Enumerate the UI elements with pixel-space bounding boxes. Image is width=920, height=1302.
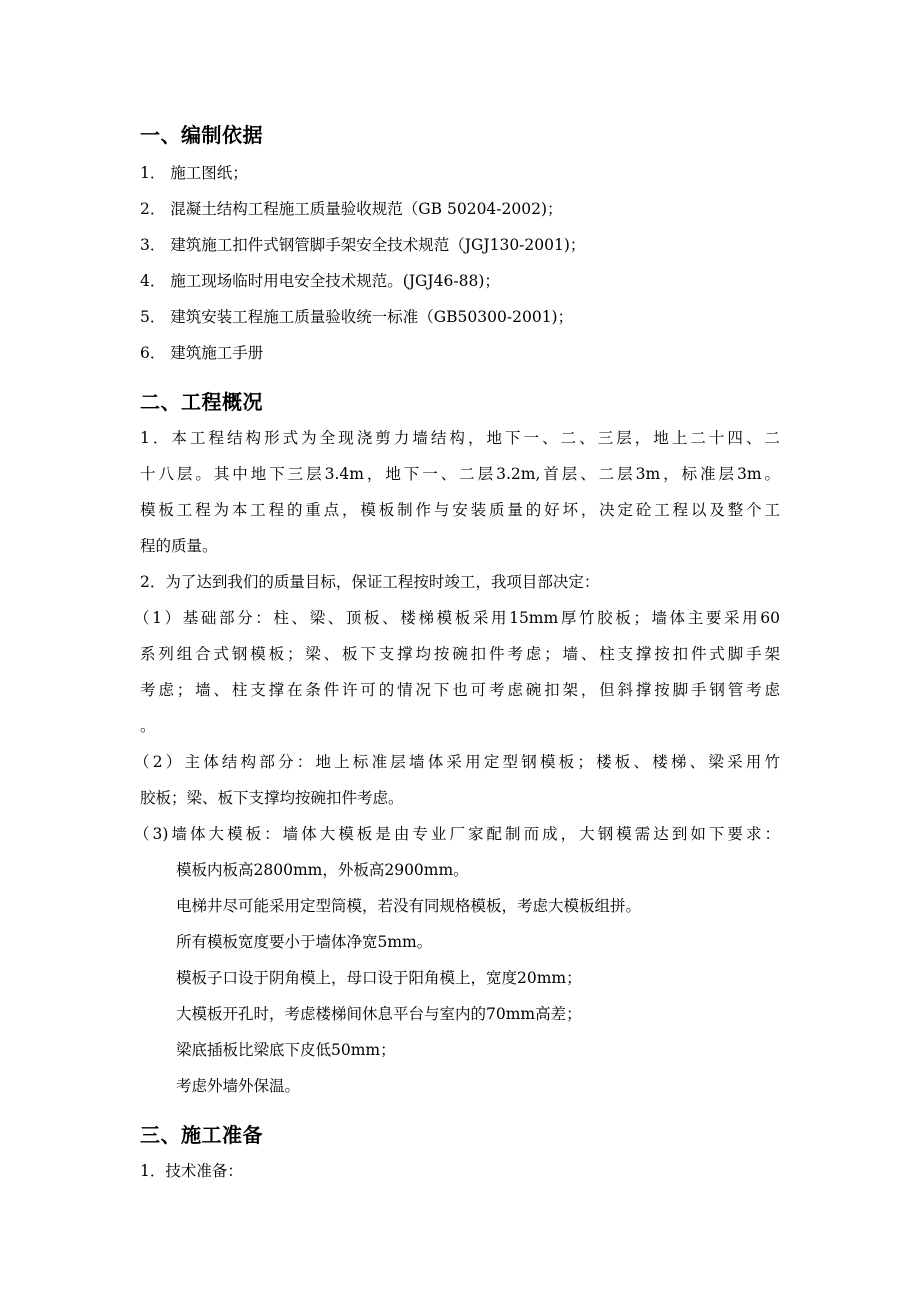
section-heading-overview: 二、工程概况 <box>140 390 263 414</box>
overview-para1-line1: 1．本工程结构形式为全现浇剪力墙结构，地下一、二、三层，地上二十四、二 <box>140 429 780 447</box>
overview-para2: 2．为了达到我们的质量目标，保证工程按时竣工，我项目部决定： <box>140 573 600 591</box>
section-heading-basis: 一、编制依据 <box>140 123 263 147</box>
basis-item-4: 4． 施工现场临时用电安全技术规范。(JGJ46-88)； <box>140 272 500 290</box>
basis-item-1: 1． 施工图纸； <box>140 164 248 182</box>
requirement-4: 模板子口设于阴角模上，母口设于阳角模上，宽度20mm； <box>176 969 582 987</box>
requirement-3: 所有模板宽度要小于墙体净宽5mm。 <box>176 933 433 951</box>
sub2-line2: 胶板；梁、板下支撑均按碗扣件考虑。 <box>140 789 404 807</box>
requirement-6: 梁底插板比梁底下皮低50mm； <box>176 1041 396 1059</box>
basis-item-5: 5． 建筑安装工程施工质量验收统一标准（GB50300-2001)； <box>140 308 574 326</box>
basis-item-3: 3． 建筑施工扣件式钢管脚手架安全技术规范（JGJ130-2001)； <box>140 236 586 254</box>
overview-para1-line3: 模板工程为本工程的重点，模板制作与安装质量的好坏，决定砼工程以及整个工 <box>140 501 780 519</box>
sub1-line3: 考虑；墙、柱支撑在条件许可的情况下也可考虑碗扣架，但斜撑按脚手钢管考虑 <box>140 681 780 699</box>
sub3-intro: （3)墙体大模板：墙体大模板是由专业厂家配制而成，大钢模需达到如下要求： <box>134 825 780 843</box>
sub2-line1: （2）主体结构部分：地上标准层墙体采用定型钢模板；楼板、楼梯、梁采用竹 <box>134 753 780 771</box>
requirement-7: 考虑外墙外保温。 <box>176 1077 301 1095</box>
sub1-line1: （1）基础部分：柱、梁、顶板、楼梯模板采用15mm厚竹胶板；墙体主要采用60 <box>134 609 780 627</box>
requirement-2: 电梯井尽可能采用定型筒模，若没有同规格模板，考虑大模板组拼。 <box>176 897 642 915</box>
sub1-line4: 。 <box>140 717 156 735</box>
sub1-line2: 系列组合式钢模板；梁、板下支撑均按碗扣件考虑；墙、柱支撑按扣件式脚手架 <box>140 645 780 663</box>
section-heading-preparation: 三、施工准备 <box>140 1123 263 1147</box>
basis-item-2: 2． 混凝土结构工程施工质量验收规范（GB 50204-2002)； <box>140 200 563 218</box>
preparation-item-1: 1．技术准备： <box>140 1162 243 1180</box>
requirement-5: 大模板开孔时，考虑楼梯间休息平台与室内的70mm高差； <box>176 1005 582 1023</box>
overview-para1-line2: 十八层。其中地下三层3.4m，地下一、二层3.2m,首层、二层3m，标准层3m。 <box>140 465 780 483</box>
overview-para1-line4: 程的质量。 <box>140 537 218 555</box>
basis-item-6: 6． 建筑施工手册 <box>140 344 264 362</box>
requirement-1: 模板内板高2800mm，外板高2900mm。 <box>176 861 469 879</box>
